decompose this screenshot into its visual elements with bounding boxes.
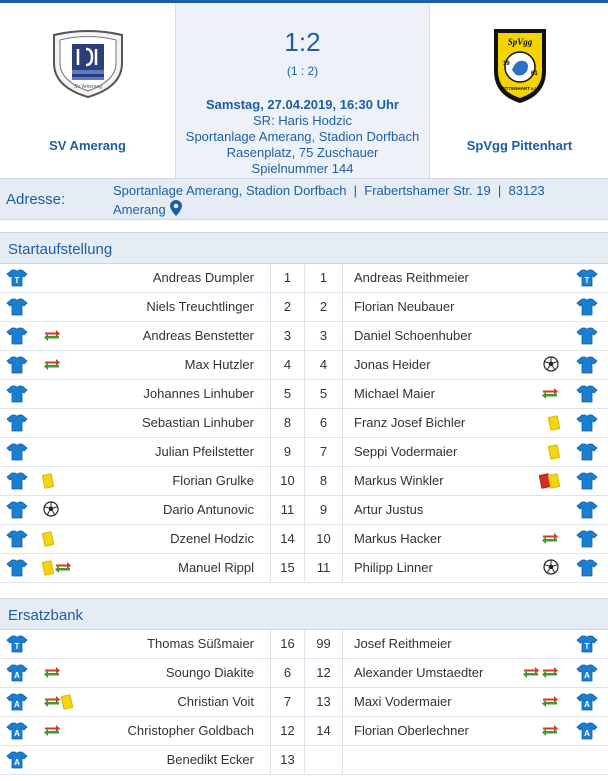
- lineup-section: [0, 232, 608, 583]
- away-player-events: [549, 438, 559, 466]
- home-player-cell: [0, 438, 270, 466]
- player-row: [0, 659, 608, 688]
- away-player-events: [540, 467, 559, 495]
- home-shirt-number: 5: [270, 380, 304, 408]
- home-player-cell: [0, 264, 270, 292]
- away-shirt-number: 11: [304, 554, 342, 582]
- home-jersey-icon: [6, 635, 28, 653]
- away-player-name[interactable]: Jonas Heider: [354, 357, 431, 372]
- player-row: [0, 746, 608, 775]
- away-player-cell: [342, 688, 608, 716]
- home-shirt-number: 10: [270, 467, 304, 495]
- home-player-cell: [0, 351, 270, 379]
- home-player-cell: [0, 630, 270, 658]
- home-jersey-icon: [6, 356, 28, 374]
- home-player-events: [43, 554, 72, 582]
- svg-text:A: A: [14, 671, 20, 680]
- substitution-icon: [43, 665, 61, 682]
- away-player-cell: [342, 409, 608, 437]
- away-player-name[interactable]: Seppi Vodermaier: [354, 444, 458, 459]
- away-player-cell: [342, 554, 608, 582]
- away-shirt-number: 14: [304, 717, 342, 745]
- home-team-name[interactable]: SV Amerang: [49, 138, 126, 153]
- player-row: [0, 467, 608, 496]
- away-player-events: [541, 717, 559, 745]
- away-player-events: [549, 409, 559, 437]
- away-jersey-icon: [576, 664, 598, 682]
- lineup-title: Startaufstellung: [0, 232, 608, 264]
- home-shirt-number: 2: [270, 293, 304, 321]
- home-jersey-icon: [6, 751, 28, 769]
- away-team-logo: [490, 25, 550, 105]
- map-pin-icon[interactable]: [170, 200, 182, 216]
- away-jersey-icon: [576, 559, 598, 577]
- player-row: [0, 351, 608, 380]
- substitution-icon: [541, 723, 559, 740]
- yellow-card-icon: [548, 415, 561, 431]
- away-shirt-number: 12: [304, 659, 342, 687]
- player-row: [0, 525, 608, 554]
- home-player-cell: [0, 525, 270, 553]
- svg-text:61: 61: [530, 71, 538, 77]
- player-row: [0, 409, 608, 438]
- away-shirt-number: 10: [304, 525, 342, 553]
- away-jersey-icon: [576, 722, 598, 740]
- away-shirt-number: 13: [304, 688, 342, 716]
- svg-text:19: 19: [502, 61, 510, 67]
- player-row: [0, 264, 608, 293]
- home-player-name[interactable]: Florian Grulke: [172, 473, 254, 488]
- away-jersey-icon: [576, 356, 598, 374]
- away-team-name[interactable]: SpVgg Pittenhart: [466, 138, 573, 153]
- away-player-name[interactable]: Daniel Schoenhuber: [354, 328, 472, 343]
- home-player-cell: [0, 717, 270, 745]
- goal-ball-icon: [543, 356, 559, 375]
- substitution-icon: [43, 357, 61, 374]
- home-shirt-number: 13: [270, 746, 304, 774]
- away-player-events: [543, 554, 559, 582]
- home-shirt-number: 4: [270, 351, 304, 379]
- home-shirt-number: 12: [270, 717, 304, 745]
- away-shirt-number: 2: [304, 293, 342, 321]
- away-player-events: [543, 351, 559, 379]
- player-row: [0, 554, 608, 583]
- away-player-events: [541, 688, 559, 716]
- away-player-events: [541, 380, 559, 408]
- ground-and-attendance: Rasenplatz, 75 Zuschauer: [226, 145, 379, 160]
- home-player-name[interactable]: Thomas Süßmaier: [147, 636, 254, 651]
- away-jersey-icon: [576, 414, 598, 432]
- yellow-card-icon: [42, 560, 55, 576]
- svg-text:A: A: [584, 671, 590, 680]
- away-player-name[interactable]: Franz Josef Bichler: [354, 415, 466, 430]
- home-player-cell: [0, 688, 270, 716]
- yellow-card-icon: [548, 473, 561, 489]
- home-jersey-icon: [6, 722, 28, 740]
- away-player-name[interactable]: Maxi Vodermaier: [354, 694, 452, 709]
- yellow-card-icon: [42, 473, 55, 489]
- venue: Sportanlage Amerang, Stadion Dorfbach: [185, 129, 420, 144]
- match-date: Samstag, 27.04.2019, 16:30 Uhr: [206, 97, 399, 112]
- player-row: [0, 380, 608, 409]
- substitution-icon: [54, 560, 72, 577]
- away-jersey-icon: [576, 443, 598, 461]
- away-player-cell: [342, 351, 608, 379]
- away-player-name[interactable]: Florian Oberlechner: [354, 723, 469, 738]
- home-player-name[interactable]: Max Hutzler: [184, 357, 254, 372]
- address-link[interactable]: [113, 181, 593, 219]
- away-player-cell: [342, 496, 608, 524]
- svg-text:T: T: [584, 276, 590, 285]
- yellow-card-icon: [61, 694, 74, 710]
- away-player-name[interactable]: Philipp Linner: [354, 560, 433, 575]
- home-shirt-number: 8: [270, 409, 304, 437]
- home-team-block[interactable]: [0, 3, 175, 178]
- away-shirt-number: 7: [304, 438, 342, 466]
- player-row: [0, 630, 608, 659]
- away-player-cell: [342, 264, 608, 292]
- goal-ball-icon: [543, 559, 559, 578]
- away-player-cell: [342, 746, 608, 774]
- away-player-name[interactable]: Markus Hacker: [354, 531, 442, 546]
- svg-text:T: T: [14, 642, 20, 651]
- home-player-cell: [0, 659, 270, 687]
- svg-text:SV Amerang: SV Amerang: [73, 84, 102, 90]
- away-shirt-number: 9: [304, 496, 342, 524]
- home-player-cell: [0, 554, 270, 582]
- home-team-logo: [48, 29, 128, 99]
- away-player-cell: [342, 380, 608, 408]
- away-shirt-number: 4: [304, 351, 342, 379]
- away-jersey-icon: [576, 530, 598, 548]
- away-player-name[interactable]: Markus Winkler: [354, 473, 444, 488]
- away-shirt-number: 3: [304, 322, 342, 350]
- away-player-cell: [342, 322, 608, 350]
- home-shirt-number: 7: [270, 688, 304, 716]
- svg-text:SpVgg: SpVgg: [507, 37, 532, 47]
- bench-title: Ersatzbank: [0, 598, 608, 630]
- home-player-events: [43, 322, 61, 350]
- svg-text:A: A: [584, 729, 590, 738]
- away-shirt-number: 5: [304, 380, 342, 408]
- home-player-name[interactable]: Niels Treuchtlinger: [146, 299, 254, 314]
- away-shirt-number: 6: [304, 409, 342, 437]
- referee: SR: Haris Hodzic: [253, 113, 352, 128]
- lineup-table: [0, 264, 608, 583]
- home-jersey-icon: [6, 530, 28, 548]
- player-row: [0, 438, 608, 467]
- away-jersey-icon: [576, 501, 598, 519]
- home-player-events: [43, 688, 72, 716]
- away-shirt-number: 99: [304, 630, 342, 658]
- final-score: 1:2: [284, 27, 321, 57]
- player-row: [0, 717, 608, 746]
- substitution-icon: [541, 531, 559, 548]
- away-jersey-icon: [576, 385, 598, 403]
- away-jersey-icon: [576, 269, 598, 287]
- home-player-name[interactable]: Dzenel Hodzic: [170, 531, 254, 546]
- home-player-name[interactable]: Soungo Diakite: [165, 665, 254, 680]
- home-player-events: [43, 525, 53, 553]
- away-player-cell: [342, 525, 608, 553]
- yellow-card-icon: [42, 531, 55, 547]
- substitution-icon: [541, 386, 559, 403]
- home-jersey-icon: [6, 472, 28, 490]
- player-row: [0, 688, 608, 717]
- substitution-icon: [43, 328, 61, 345]
- home-player-name[interactable]: Sebastian Linhuber: [141, 415, 254, 430]
- away-shirt-number: 8: [304, 467, 342, 495]
- home-shirt-number: 6: [270, 659, 304, 687]
- home-player-name[interactable]: Andreas Benstetter: [142, 328, 254, 343]
- home-player-cell: [0, 409, 270, 437]
- home-player-cell: [0, 322, 270, 350]
- svg-text:A: A: [14, 700, 20, 709]
- away-jersey-icon: [576, 472, 598, 490]
- home-shirt-number: 11: [270, 496, 304, 524]
- away-jersey-icon: [576, 635, 598, 653]
- home-jersey-icon: [6, 327, 28, 345]
- svg-text:T: T: [14, 276, 20, 285]
- home-player-name[interactable]: Manuel Rippl: [178, 560, 254, 575]
- address-label: Adresse:: [6, 191, 66, 208]
- svg-text:T: T: [584, 642, 590, 651]
- home-player-cell: [0, 467, 270, 495]
- home-player-events: [43, 467, 53, 495]
- home-player-cell: [0, 293, 270, 321]
- halftime-score: (1 : 2): [286, 64, 319, 78]
- home-player-cell: [0, 746, 270, 774]
- home-shirt-number: 3: [270, 322, 304, 350]
- home-player-cell: [0, 380, 270, 408]
- home-jersey-icon: [6, 443, 28, 461]
- goal-ball-icon: [43, 501, 59, 520]
- home-jersey-icon: [6, 559, 28, 577]
- away-player-cell: [342, 659, 608, 687]
- home-player-name[interactable]: Christopher Goldbach: [127, 723, 254, 738]
- home-jersey-icon: [6, 269, 28, 287]
- yellow-card-icon: [548, 444, 561, 460]
- bench-section: [0, 598, 608, 775]
- home-player-cell: [0, 496, 270, 524]
- away-jersey-icon: [576, 298, 598, 316]
- match-center-panel: [175, 3, 430, 178]
- away-jersey-icon: [576, 327, 598, 345]
- away-player-events: [522, 659, 559, 687]
- substitution-icon: [43, 694, 61, 711]
- away-shirt-number: [304, 746, 342, 774]
- home-jersey-icon: [6, 501, 28, 519]
- home-shirt-number: 1: [270, 264, 304, 292]
- away-player-cell: [342, 293, 608, 321]
- home-player-events: [43, 659, 61, 687]
- player-row: [0, 496, 608, 525]
- away-player-name[interactable]: Florian Neubauer: [354, 299, 455, 314]
- away-player-name[interactable]: Artur Justus: [354, 502, 424, 517]
- svg-text:A: A: [14, 758, 20, 767]
- home-player-name[interactable]: Christian Voit: [177, 694, 254, 709]
- match-header: [0, 0, 608, 178]
- game-number: Spielnummer 144: [251, 161, 354, 176]
- home-jersey-icon: [6, 414, 28, 432]
- home-jersey-icon: [6, 385, 28, 403]
- address-bar: [0, 178, 608, 220]
- home-player-name[interactable]: Julian Pfeilstetter: [155, 444, 254, 459]
- home-shirt-number: 14: [270, 525, 304, 553]
- substitution-icon: [541, 694, 559, 711]
- match-details: [176, 97, 429, 177]
- home-player-events: [43, 351, 61, 379]
- player-row: [0, 293, 608, 322]
- player-row: [0, 322, 608, 351]
- away-player-events: [541, 525, 559, 553]
- bench-table: [0, 630, 608, 775]
- address-line-1[interactable]: Sportanlage Amerang, Stadion Dorfbach | Frabertshamer Str. 19 | 83123: [113, 183, 545, 198]
- svg-text:PITTENHART e.V.: PITTENHART e.V.: [500, 86, 539, 91]
- substitution-icon: [43, 723, 61, 740]
- away-player-cell: [342, 438, 608, 466]
- svg-text:A: A: [14, 729, 20, 738]
- svg-text:A: A: [584, 700, 590, 709]
- home-player-name[interactable]: Johannes Linhuber: [143, 386, 254, 401]
- away-team-block[interactable]: [432, 3, 607, 178]
- away-jersey-icon: [576, 693, 598, 711]
- home-jersey-icon: [6, 664, 28, 682]
- home-player-name[interactable]: Andreas Dumpler: [152, 270, 254, 285]
- home-player-events: [43, 717, 61, 745]
- away-player-cell: [342, 467, 608, 495]
- home-shirt-number: 15: [270, 554, 304, 582]
- home-shirt-number: 16: [270, 630, 304, 658]
- home-player-events: [43, 496, 59, 524]
- home-player-name[interactable]: Benedikt Ecker: [166, 752, 254, 767]
- away-player-cell: [342, 630, 608, 658]
- home-jersey-icon: [6, 693, 28, 711]
- away-player-cell: [342, 717, 608, 745]
- away-player-name[interactable]: Alexander Umstaedter: [354, 665, 484, 680]
- away-player-name[interactable]: Michael Maier: [354, 386, 435, 401]
- address-line-2[interactable]: Amerang: [113, 200, 593, 219]
- away-player-name[interactable]: Andreas Reithmeier: [354, 270, 469, 285]
- home-jersey-icon: [6, 298, 28, 316]
- substitution-icon: [522, 665, 540, 682]
- away-player-name[interactable]: Josef Reithmeier: [354, 636, 452, 651]
- home-shirt-number: 9: [270, 438, 304, 466]
- away-shirt-number: 1: [304, 264, 342, 292]
- home-player-name[interactable]: Dario Antunovic: [162, 502, 254, 517]
- substitution-icon: [541, 665, 559, 682]
